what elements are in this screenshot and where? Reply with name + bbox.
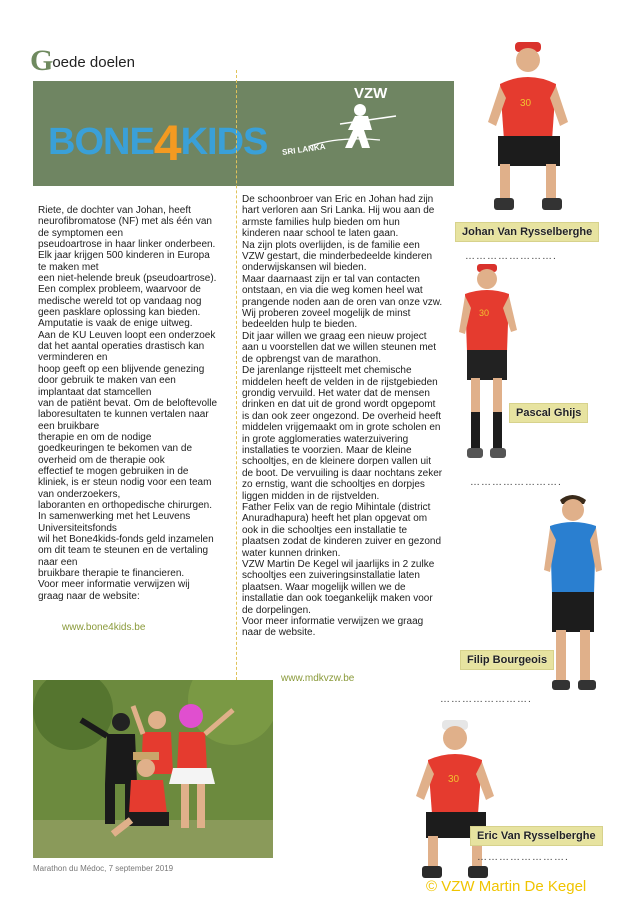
runner-photo-pascal xyxy=(455,262,525,474)
column-divider xyxy=(236,70,237,690)
bone4kids-text-line: verminderen en xyxy=(38,352,108,364)
bone4kids-text-line: te maken met xyxy=(38,261,99,273)
bone4kids-text-line: pseudoartrose in haar linker onderbeen. xyxy=(38,239,216,251)
mdkvzw-text-line: De schoonbroer van Eric en Johan had zijn xyxy=(242,194,434,205)
dots-filip: ……………………. xyxy=(440,694,532,705)
bone4kids-logo xyxy=(48,108,268,171)
mdkvzw-text-line: prangende noden aan de oren van onze vzw. xyxy=(242,296,443,308)
bone4kids-text-line: dat het aantal operaties drastisch kan xyxy=(38,341,205,353)
vzw-logo-text: VZW xyxy=(354,85,388,102)
runner-name-eric: Eric Van Rysselberghe xyxy=(470,826,603,846)
sri-lanka-label: SRI LANKA xyxy=(281,142,326,157)
photo-caption: Marathon du Médoc, 7 september 2019 xyxy=(33,864,174,873)
svg-text:30: 30 xyxy=(448,774,460,785)
logo-four: 4 xyxy=(153,115,181,171)
bone4kids-text-line: Universiteitsfonds xyxy=(38,522,117,534)
mdkvzw-text-line: zo ernstig, want die schooltjes en dorpjes xyxy=(242,479,425,491)
bone4kids-text-line: naar een xyxy=(38,556,78,568)
runner-photo-filip xyxy=(540,490,610,710)
mdkvzw-link[interactable]: www.mdkvzw.be xyxy=(281,673,355,684)
mdkvzw-text-line: Na zijn plots overlijden, is de familie een xyxy=(242,239,420,251)
mdkvzw-text-line: Anuradhapura) heeft het plan opgevat om xyxy=(242,513,428,525)
bone4kids-text-line: geen pasklare oplossing kan bieden. xyxy=(38,307,201,319)
bone4kids-text-line: effectief te mogen gebruiken in de xyxy=(38,465,189,477)
mdkvzw-text-line: liggen midden in de rijstvelden. xyxy=(242,490,380,502)
copyright-notice: © VZW Martin De Kegel xyxy=(426,878,587,895)
mdkvzw-text-line: in grote agglomeraties waterzuivering xyxy=(242,433,409,445)
group-photo-illustration xyxy=(33,680,273,858)
bone4kids-text-line: overheid om de therapie ook xyxy=(38,454,165,466)
runner-name-pascal: Pascal Ghijs xyxy=(509,403,588,423)
bone4kids-text-line: goedkeuringen te bekomen van de xyxy=(38,443,193,455)
mdkvzw-text-line: Maar daarnaast zijn er tal van contacten xyxy=(242,273,420,285)
logo-part1: BONE xyxy=(48,121,154,163)
bone4kids-text-line: laboranten en orthopedische chirurgen. xyxy=(38,499,213,511)
mdkvzw-text-line: ook in die schooltjes een installatie te xyxy=(242,524,408,536)
bone4kids-text-line: bruikbare therapie te financieren. xyxy=(38,568,185,579)
bone4kids-text-line: medische wereld tot op vandaag nog xyxy=(38,295,202,307)
mdkvzw-text-line: VZW Martin De Kegel wil jaarlijks in 2 zulke xyxy=(242,559,435,570)
bone4kids-text-line: therapie en om de nodige xyxy=(38,431,152,443)
bone4kids-text-line: een niet-helende breuk (pseudoartrose). xyxy=(38,273,217,285)
bone4kids-text-line: hoop geeft op een blijvende genezing xyxy=(38,363,205,375)
bone4kids-text-line: In samenwerking met het Leuvens xyxy=(38,511,191,523)
mdkvzw-text-line: Dit jaar willen we graag een nieuw project xyxy=(242,330,427,342)
svg-text:30: 30 xyxy=(520,98,532,109)
mdkvzw-text-line: bedeelden hulp te bieden. xyxy=(242,319,358,331)
mdkvzw-text-line: hart verloren aan Sri Lanka. Hij wou aan de xyxy=(242,205,435,217)
mdkvzw-text-line: naar de website. xyxy=(242,627,316,639)
mdkvzw-text-line: grondig vervuild. Het water dat de mensen xyxy=(242,387,430,399)
bone4kids-text xyxy=(38,205,233,602)
mdkvzw-text xyxy=(242,194,457,639)
bone4kids-text-line: laboresultaten te kunnen vertalen naar xyxy=(38,409,209,421)
group-photo xyxy=(33,680,273,858)
title-rest: oede doelen xyxy=(52,54,135,71)
mdkvzw-text-line: de opbrengst van de marathon. xyxy=(242,353,381,365)
mdkvzw-text-line: water kunnen drinken. xyxy=(242,547,341,559)
bone4kids-text-line: Riete, de dochter van Johan, heeft xyxy=(38,205,191,216)
dots-pascal: ……………………. xyxy=(470,477,562,488)
page-title xyxy=(30,44,135,78)
mdkvzw-text-line: schooltjes, en de kleinere dorpen vallen uit xyxy=(242,456,432,468)
mdkvzw-text-line: De jarenlange rijstteelt met chemische xyxy=(242,365,412,377)
mdkvzw-text-line: Father Felix van de regio Mihintale (district xyxy=(242,501,431,513)
bone4kids-text-line: neurofibromatose (NF) met als één van xyxy=(38,216,212,228)
bone4kids-text-line: om dit team te steunen en de vertaling xyxy=(38,545,209,557)
bone4kids-text-line: de symptomen een xyxy=(38,227,124,239)
runner-photo-johan xyxy=(478,40,578,220)
mdkvzw-text-line: Wij proberen zoveel mogelijk de minst xyxy=(242,308,411,320)
bone4kids-text-line: een bruikbare xyxy=(38,420,100,432)
bone4kids-text-line: wil het Bone4kids-fonds geld inzamelen xyxy=(38,533,214,545)
mdkvzw-text-line: kinderen naar school te laten gaan. xyxy=(242,228,399,240)
bone4kids-link[interactable]: www.bone4kids.be xyxy=(62,622,146,633)
mdkvzw-text-line: aan u voorstellen dat we willen steunen met xyxy=(242,342,437,354)
mdkvzw-text-line: is dan ook zeer ongezond. De overheid heeft xyxy=(242,410,442,422)
bone4kids-text-line: Aan de KU Leuven loopt een onderzoek xyxy=(38,329,216,341)
runner-name-filip: Filip Bourgeois xyxy=(460,650,554,670)
logo-part2: KIDS xyxy=(180,121,268,163)
dots-johan: ……………………. xyxy=(465,251,557,262)
mdkvzw-text-line: middelen heeft de velden in de rijstgebieden xyxy=(242,376,438,388)
mdkvzw-text-line: drinken en dat uit de grond wordt opgepomt xyxy=(242,399,436,411)
bone4kids-text-line: implantaat dat stamcellen xyxy=(38,386,152,398)
mdkvzw-text-line: VZW gestart, die minderbedeelde kinderen xyxy=(242,251,433,263)
bone4kids-text-line: kliniek, is er steun nodig voor een team xyxy=(38,477,212,489)
mdkvzw-text-line: onderwijskansen wil bieden. xyxy=(242,262,367,274)
mdkvzw-text-line: armste families hulp bieden om hun xyxy=(242,216,400,228)
mdkvzw-text-line: installatie dan ook toegankelijk maken voor xyxy=(242,593,433,605)
bone4kids-text-line: van onderzoekers, xyxy=(38,488,121,500)
mdkvzw-text-line: ontstaan, en via die weg komen heel wat xyxy=(242,285,423,297)
bone4kids-text-line: graag naar de website: xyxy=(38,590,140,602)
mdkvzw-text-line: Voor meer informatie verwijzen we graag xyxy=(242,616,424,628)
dots-eric: ……………………. xyxy=(477,852,569,863)
mdkvzw-text-line: schooltjes een zuiveringsinstallatie laten xyxy=(242,570,420,582)
mdkvzw-text-line: installaties te voorzien. Maar de kleine xyxy=(242,444,412,456)
bone4kids-text-line: door gebruik te maken van een xyxy=(38,375,176,387)
title-initial: G xyxy=(30,44,53,77)
runner-name-johan: Johan Van Rysselberghe xyxy=(455,222,599,242)
bone4kids-text-line: Voor meer informatie verwijzen wij xyxy=(38,579,190,591)
mdkvzw-text-line: plaatsen. Waar mogelijk willen we de xyxy=(242,581,406,593)
mdkvzw-text-line: de dorpelingen. xyxy=(242,604,311,616)
bone4kids-text-line: Een complex probleem, waarvoor de xyxy=(38,284,201,296)
mdkvzw-text-line: middelen vrijgemaakt om in grote scholen en xyxy=(242,422,441,434)
bone4kids-text-line: van de patiënt bevat. Om de beloftevolle xyxy=(38,397,218,409)
mdkvzw-text-line: plaatsen zodat de kinderen zuiver en gezond xyxy=(242,536,442,548)
bone4kids-text-line: Elk jaar krijgen 500 kinderen in Europa xyxy=(38,250,210,262)
mdkvzw-text-line: de boot. De vervuiling is daar nochtans zeker xyxy=(242,467,443,479)
bone4kids-text-line: Amputatie is vaak de enige uitweg. xyxy=(38,318,193,330)
svg-text:30: 30 xyxy=(479,308,490,318)
